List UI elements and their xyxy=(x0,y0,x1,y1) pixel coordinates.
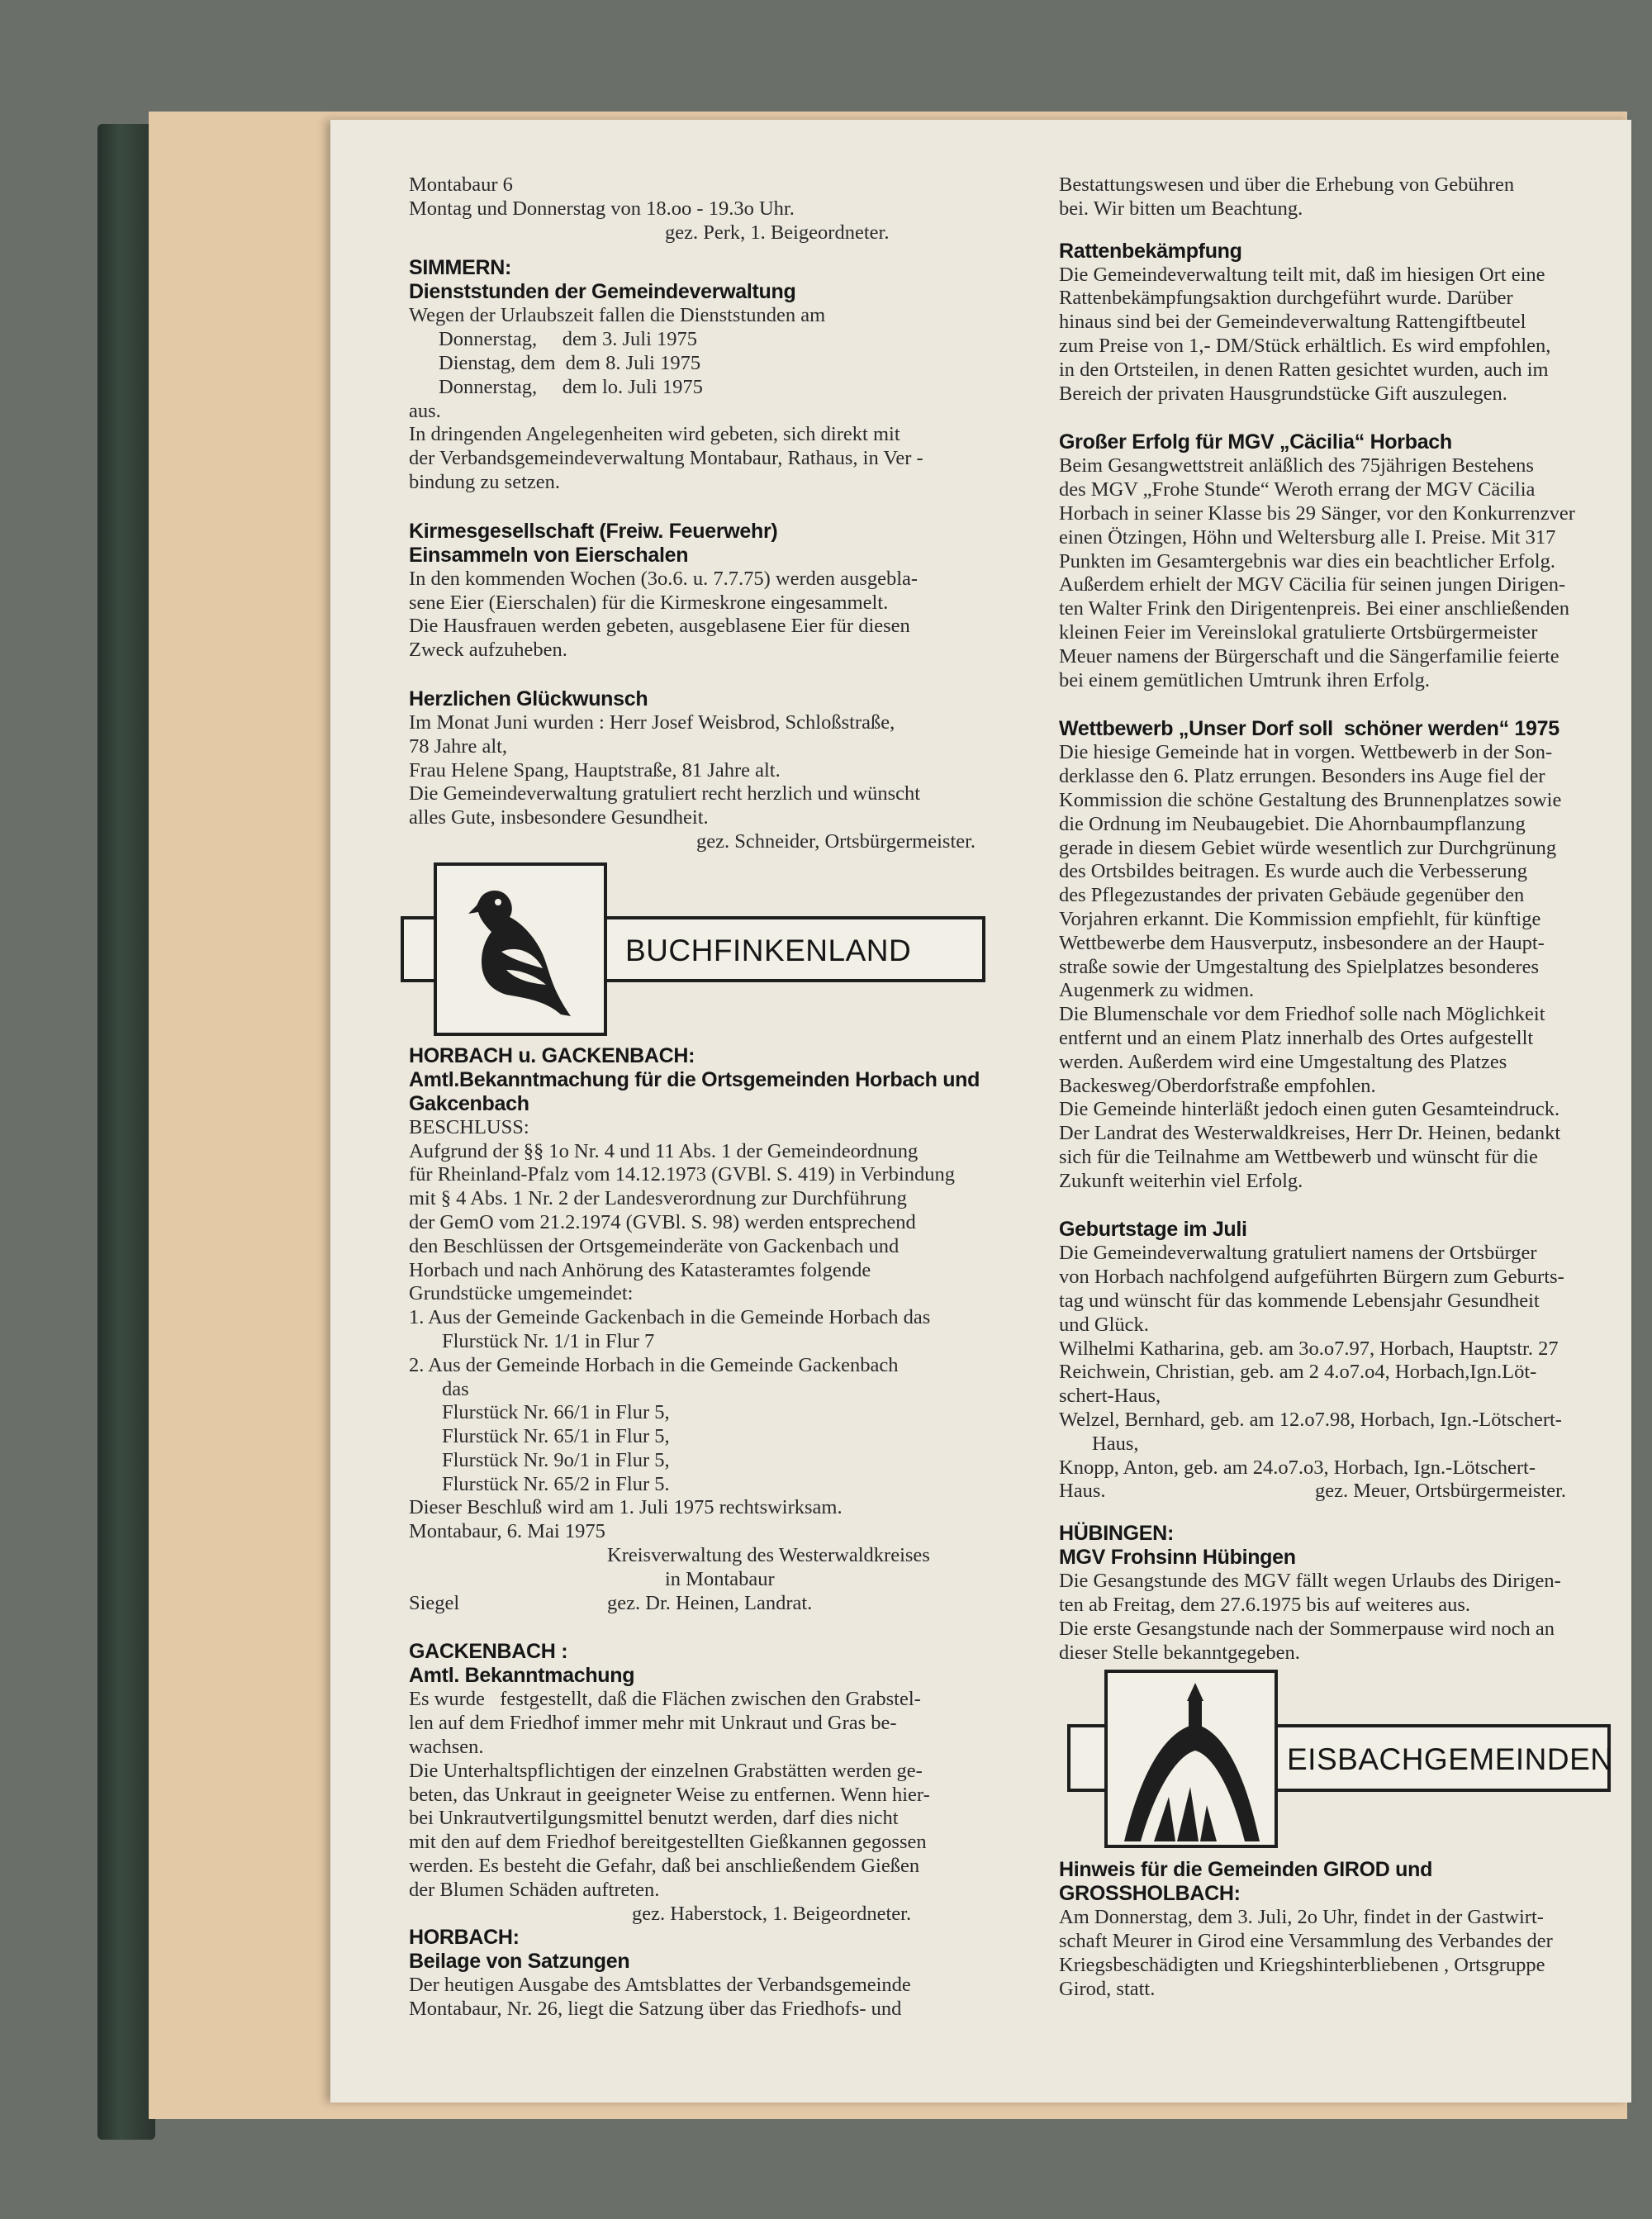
text-line: Der heutigen Ausgabe des Amtsblattes der Verbandsgemeinde xyxy=(409,1974,911,1997)
text-line: Die Gemeindeverwaltung teilt mit, daß im hiesigen Ort eine xyxy=(1059,263,1545,286)
section-subheading: Einsammeln von Eierschalen xyxy=(409,543,689,567)
text-line: Welzel, Bernhard, geb. am 12.o7.98, Horbach, Ign.-Lötschert- xyxy=(1059,1409,1562,1432)
text-line: Augenmerk zu widmen. xyxy=(1059,979,1255,1002)
text-line: Die hiesige Gemeinde hat in vorgen. Wettbewerb in der Son- xyxy=(1059,741,1553,764)
text-line: werden. Es besteht die Gefahr, daß bei anschließendem Gießen xyxy=(409,1855,920,1878)
section-heading: Kirmesgesellschaft (Freiw. Feuerwehr) xyxy=(409,519,778,543)
text-line: Kommission die schöne Gestaltung des Brunnenplatzes sowie xyxy=(1059,788,1562,811)
text-line: Meuer namens der Bürgerschaft und die Sängerfamilie feierte xyxy=(1059,644,1559,668)
text-line: Beim Gesangwettstreit anläßlich des 75jährigen Bestehens xyxy=(1059,454,1534,478)
text-line: Bestattungswesen und über die Erhebung von Gebühren xyxy=(1059,173,1515,196)
text-line: Bereich der privaten Hausgrundstücke Gift auszulegen. xyxy=(1059,382,1507,405)
right-column xyxy=(1059,173,1613,2002)
text-line: derklasse den 6. Platz errungen. Besonders ins Auge fiel der xyxy=(1059,765,1545,788)
section-subheading: Beilage von Satzungen xyxy=(409,1950,630,1974)
list-item: Flurstück Nr. 1/1 in Flur 7 xyxy=(442,1329,655,1352)
text-line: in den Ortsteilen, in denen Ratten gesichtet wurden, auch im xyxy=(1059,358,1549,381)
authority-line: Kreisverwaltung des Westerwaldkreises xyxy=(607,1544,930,1567)
signature: gez. Meuer, Ortsbürgermeister. xyxy=(1315,1480,1567,1503)
buchfinkenland-logo xyxy=(409,862,1020,1036)
eisbachgemeinden-logo xyxy=(1059,1670,1613,1850)
signature: gez. Dr. Heinen, Landrat. xyxy=(607,1591,813,1614)
signature: gez. Haberstock, 1. Beigeordneter. xyxy=(632,1902,912,1925)
parcel-line: Flurstück Nr. 66/1 in Flur 5, xyxy=(442,1401,670,1424)
text-line: Rattenbekämpfungsaktion durchgeführt wurde. Darüber xyxy=(1059,287,1513,310)
text-line: tag und wünscht für das kommende Lebensjahr Gesundheit xyxy=(1059,1290,1540,1313)
section-heading: HÜBINGEN: xyxy=(1059,1522,1174,1546)
text-line: schaft Meurer in Girod eine Versammlung des Verbandes der xyxy=(1059,1930,1553,1953)
logo-box xyxy=(1104,1670,1278,1848)
parcel-line: Flurstück Nr. 65/2 in Flur 5. xyxy=(442,1472,670,1495)
section-subheading: Gakcenbach xyxy=(409,1091,529,1115)
section-heading: Hinweis für die Gemeinden GIROD und GROSSHOLBACH: xyxy=(1059,1858,1433,1906)
text-line: bindung zu setzen. xyxy=(409,470,561,493)
book-spine xyxy=(97,124,155,2140)
text-line: Die Hausfrauen werden gebeten, ausgeblasene Eier für diesen xyxy=(409,615,910,638)
text-line: sene Eier (Eierschalen) für die Kirmeskrone eingesammelt. xyxy=(409,591,889,614)
text-line: Die erste Gesangstunde nach der Sommerpause wird noch an xyxy=(1059,1617,1555,1640)
text-line: Horbach in seiner Klasse bis 29 Sänger, vor den Konkurrenzver xyxy=(1059,501,1575,525)
text-line: kleinen Feier im Vereinslokal gratulierte Ortsbürgermeister xyxy=(1059,620,1538,644)
section-heading: Wettbewerb „Unser Dorf soll schöner werden“ 1975 xyxy=(1059,717,1559,741)
left-column xyxy=(409,173,1020,2022)
text-line: Girod, statt. xyxy=(1059,1977,1156,2000)
section-subheading: MGV Frohsinn Hübingen xyxy=(1059,1546,1296,1570)
text-line: Es wurde festgestellt, daß die Flächen zwischen den Grabstel- xyxy=(409,1688,921,1711)
section-heading: Großer Erfolg für MGV „Cäcilia“ Horbach xyxy=(1059,430,1452,454)
church-hill-icon xyxy=(1108,1673,1275,1845)
text-line: mit § 4 Abs. 1 Nr. 2 der Landesverordnung zur Durchführung xyxy=(409,1187,907,1210)
section-subheading: Amtl. Bekanntmachung xyxy=(409,1664,635,1688)
text-line: Die Gesangstunde des MGV fällt wegen Urlaubs des Dirigen- xyxy=(1059,1570,1561,1593)
text-line: Die Gemeindeverwaltung gratuliert namens der Ortsbürger xyxy=(1059,1242,1537,1265)
text-line: Montabaur, Nr. 26, liegt die Satzung über das Friedhofs- und xyxy=(409,1998,902,2021)
text-line: Kriegsbeschädigten und Kriegshinterbliebenen , Ortsgruppe xyxy=(1059,1954,1545,1977)
section-heading: Rattenbekämpfung xyxy=(1059,239,1242,263)
list-item: 1. Aus der Gemeinde Gackenbach in die Gemeinde Horbach das xyxy=(409,1306,931,1329)
section-heading: HORBACH: xyxy=(409,1926,520,1950)
text-line: sich für die Teilnahme am Wettbewerb und wünscht für die xyxy=(1059,1145,1538,1168)
text-line: mit den auf dem Friedhof bereitgestellten Gießkannen gegossen xyxy=(409,1831,927,1854)
text-line: straße sowie der Umgestaltung des Spielplatzes besonderes xyxy=(1059,955,1540,978)
text-line: zum Preise von 1,- DM/Stück erhältlich. Es wird empfohlen, xyxy=(1059,334,1551,357)
text-line: dieser Stelle bekanntgegeben. xyxy=(1059,1641,1300,1664)
text-line: Im Monat Juni wurden : Herr Josef Weisbrod, Schloßstraße, xyxy=(409,710,895,734)
date-line: Dienstag, dem dem 8. Juli 1975 xyxy=(439,351,701,374)
signature: gez. Perk, 1. Beigeordneter. xyxy=(665,221,890,244)
text-line: Haus, xyxy=(1092,1432,1139,1455)
siegel-line xyxy=(409,1592,1020,1616)
logo-box xyxy=(434,862,607,1036)
text-line: des Ortsbildes beitragen. Es wurde auch die Verbesserung xyxy=(1059,860,1527,883)
authority-line: in Montabaur xyxy=(665,1567,775,1590)
text-line: werden. Außerdem wird eine Umgestaltung des Platzes xyxy=(1059,1050,1507,1073)
section-heading: Geburtstage im Juli xyxy=(1059,1218,1247,1242)
text-line: von Horbach nachfolgend aufgeführten Bürgern zum Geburts- xyxy=(1059,1266,1564,1289)
text-line: Frau Helene Spang, Hauptstraße, 81 Jahre alt. xyxy=(409,758,781,782)
text-line: schert-Haus, xyxy=(1059,1385,1161,1408)
text-line: aus. xyxy=(409,399,441,422)
siegel-label: Siegel xyxy=(409,1591,460,1614)
text-line: und Glück. xyxy=(1059,1313,1149,1336)
text-line: len auf dem Friedhof immer mehr mit Unkraut und Gras be- xyxy=(409,1712,897,1735)
text-line: Vorjahren erkannt. Die Kommission empfiehlt, für künftige xyxy=(1059,907,1541,930)
text-line: Wilhelmi Katharina, geb. am 3o.o7.97, Horbach, Hauptstr. 27 xyxy=(1059,1337,1559,1360)
text-line: der GemO vom 21.2.1974 (GVBl. S. 98) werden entsprechend xyxy=(409,1210,916,1233)
text-line: 78 Jahre alt, xyxy=(409,734,508,758)
text-line: alles Gute, insbesondere Gesundheit. xyxy=(409,806,709,829)
text-line: Backesweg/Oberdorfstraße empfohlen. xyxy=(1059,1074,1376,1097)
text-line: den Beschlüssen der Ortsgemeinderäte von Gackenbach und xyxy=(409,1234,900,1257)
text-line: Montabaur, 6. Mai 1975 xyxy=(409,1520,605,1543)
text-line: Die Gemeindeverwaltung gratuliert recht herzlich und wünscht xyxy=(409,782,921,805)
text-line: des Pflegezustandes der privaten Gebäude gegenüber den xyxy=(1059,884,1525,907)
text-line: Montabaur 6 xyxy=(409,173,513,196)
text-line: Zweck aufzuheben. xyxy=(409,639,567,662)
date-line: Donnerstag, dem lo. Juli 1975 xyxy=(439,375,703,398)
text-line: In den kommenden Wochen (3o.6. u. 7.7.75) werden ausgebla- xyxy=(409,567,919,590)
finch-icon xyxy=(437,866,604,1033)
text-line: Grundstücke umgemeindet: xyxy=(409,1282,634,1305)
text-line: einen Ötzingen, Höhn und Weltersburg alle I. Preise. Mit 317 xyxy=(1059,525,1556,549)
text-line: Außerdem erhielt der MGV Cäcilia für seinen jungen Dirigen- xyxy=(1059,573,1566,596)
text-line: Aufgrund der §§ 1o Nr. 4 und 11 Abs. 1 der Gemeindeordnung xyxy=(409,1139,919,1162)
text-line: hinaus sind bei der Gemeindeverwaltung Rattengiftbeutel xyxy=(1059,311,1526,334)
section-subheading: Dienststunden der Gemeindeverwaltung xyxy=(409,280,796,304)
logo-text: EISBACHGEMEINDEN xyxy=(1287,1742,1613,1777)
section-subheading: Amtl.Bekanntmachung für die Ortsgemeinden Horbach und xyxy=(409,1067,980,1091)
text-line: BESCHLUSS: xyxy=(409,1115,529,1138)
list-item: das xyxy=(442,1377,469,1400)
text-line: Montag und Donnerstag von 18.oo - 19.3o Uhr. xyxy=(409,197,795,220)
text-line: der Verbandsgemeindeverwaltung Montabaur, Rathaus, in Ver - xyxy=(409,447,923,470)
logo-text: BUCHFINKENLAND xyxy=(625,933,912,967)
parcel-line: Flurstück Nr. 65/1 in Flur 5, xyxy=(442,1425,670,1448)
section-heading: SIMMERN: xyxy=(409,256,511,280)
text-line: Knopp, Anton, geb. am 24.o7.o3, Horbach, Ign.-Lötschert- xyxy=(1059,1456,1536,1479)
section-heading: GACKENBACH : xyxy=(409,1640,568,1664)
text-line: Die Blumenschale vor dem Friedhof solle nach Möglichkeit xyxy=(1059,1003,1545,1026)
text-line: Punkten im Gesamtergebnis war dies ein beachtlicher Erfolg. xyxy=(1059,549,1555,573)
text-line: für Rheinland-Pfalz vom 14.12.1973 (GVBl. S. 419) in Verbindung xyxy=(409,1163,955,1186)
text-line: Wegen der Urlaubszeit fallen die Dienststunden am xyxy=(409,304,826,327)
text-line: die Ordnung im Neubaugebiet. Die Ahornbaumpflanzung xyxy=(1059,812,1526,835)
text-line: gerade in diesem Gebiet würde wesentlich zur Durchgrünung xyxy=(1059,836,1557,859)
text-line: Die Gemeinde hinterläßt jedoch einen guten Gesamteindruck. xyxy=(1059,1098,1560,1121)
text-line: beten, das Unkraut in geeigneter Weise zu entfernen. Wenn hier- xyxy=(409,1783,930,1806)
text-line: wachsen. xyxy=(409,1736,484,1759)
text-line: Horbach und nach Anhörung des Katasteramtes folgende xyxy=(409,1258,871,1281)
text-line: Die Unterhaltspflichtigen der einzelnen Grabstätten werden ge- xyxy=(409,1759,923,1782)
text-line: Reichwein, Christian, geb. am 2 4.o7.o4, Horbach,Ign.Löt- xyxy=(1059,1361,1537,1384)
text-line: Am Donnerstag, dem 3. Juli, 2o Uhr, findet in der Gastwirt- xyxy=(1059,1906,1544,1929)
sign-line xyxy=(1059,1480,1608,1504)
text-line: Der Landrat des Westerwaldkreises, Herr Dr. Heinen, bedankt xyxy=(1059,1122,1561,1145)
section-heading: Herzlichen Glückwunsch xyxy=(409,687,648,710)
text-line: Zukunft weiterhin viel Erfolg. xyxy=(1059,1169,1303,1192)
list-item: 2. Aus der Gemeinde Horbach in die Gemeinde Gackenbach xyxy=(409,1353,899,1376)
parcel-line: Flurstück Nr. 9o/1 in Flur 5, xyxy=(442,1448,670,1471)
section-heading: HORBACH u. GACKENBACH: xyxy=(409,1043,695,1067)
text-line: entfernt und an einem Platz innerhalb des Ortes aufgestellt xyxy=(1059,1026,1534,1049)
signature: gez. Schneider, Ortsbürgermeister. xyxy=(696,829,976,853)
text-line: Haus. xyxy=(1059,1480,1106,1503)
text-line: Dieser Beschluß wird am 1. Juli 1975 rechtswirksam. xyxy=(409,1496,843,1519)
text-line: Wettbewerbe dem Hausverputz, insbesondere an der Haupt- xyxy=(1059,931,1545,954)
text-line: In dringenden Angelegenheiten wird gebeten, sich direkt mit xyxy=(409,423,900,446)
text-line: ten ab Freitag, dem 27.6.1975 bis auf weiteres aus. xyxy=(1059,1594,1471,1617)
text-line: bei einem gemütlichen Umtrunk ihren Erfolg. xyxy=(1059,668,1431,691)
text-line: bei Unkrautvertilgungsmittel benutzt werden, darf dies nicht xyxy=(409,1807,899,1830)
text-line: bei. Wir bitten um Beachtung. xyxy=(1059,197,1303,220)
text-line: der Blumen Schäden auftreten. xyxy=(409,1878,660,1901)
text-line: ten Walter Frink den Dirigentenpreis. Bei einer anschließenden xyxy=(1059,597,1570,620)
date-line: Donnerstag, dem 3. Juli 1975 xyxy=(439,328,698,351)
text-line: des MGV „Frohe Stunde“ Weroth errang der MGV Cäcilia xyxy=(1059,478,1536,501)
